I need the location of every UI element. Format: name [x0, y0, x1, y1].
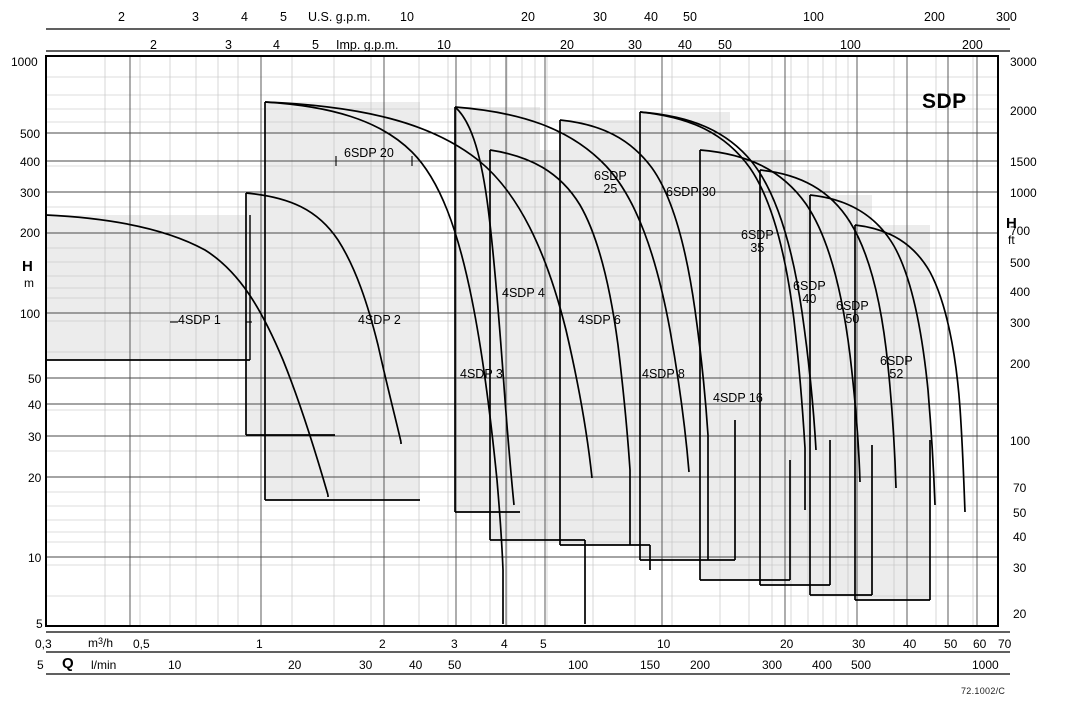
curve-label-4sdp-16: 4SDP 16 [713, 391, 763, 405]
right-axis-tick: 500 [1010, 256, 1031, 270]
top-axis-1-tick: 40 [644, 10, 658, 24]
bottom-axis-1-tick: 3 [451, 637, 458, 651]
top-axis-2-tick: 2 [150, 38, 157, 52]
right-axis-label: H [1006, 215, 1017, 232]
curve-label-4sdp-6: 4SDP 6 [578, 313, 621, 327]
left-axis-tick: 20 [28, 471, 42, 485]
curve-label-6sdp-40-line1: 6SDP [793, 279, 826, 293]
curve-label-6sdp-35-line2: 35 [750, 241, 765, 256]
right-axis-tick: 40 [1013, 530, 1027, 544]
curve-label-6sdp-50-line1: 6SDP [836, 299, 869, 313]
top-axis-2-tick: 30 [628, 38, 642, 52]
curve-label-4sdp-4: 4SDP 4 [502, 286, 545, 300]
right-axis-tick: 70 [1013, 481, 1027, 495]
top-axis-2-tick: 4 [273, 38, 280, 52]
right-axis-tick: 700 [1010, 224, 1031, 238]
curve-label-6sdp-35 [741, 229, 774, 255]
bottom-axis-1-tick: 20 [780, 637, 794, 651]
bottom-axis-1-tick: 1 [256, 637, 263, 651]
left-axis-tick: 200 [20, 226, 41, 240]
curve-label-6sdp-52-line2: 52 [889, 367, 904, 382]
left-axis-tick: 50 [28, 372, 42, 386]
right-axis-tick: 400 [1010, 285, 1031, 299]
top-axis-1-tick: 4 [241, 10, 248, 24]
top-axis-2-tick: 20 [560, 38, 574, 52]
bottom-axis-1-tick: 60 [973, 637, 987, 651]
right-axis-tick: 100 [1010, 434, 1031, 448]
left-axis-unit: m [24, 276, 34, 290]
top-axis-2-tick: 200 [962, 38, 983, 52]
left-axis-tick: 1000 [11, 55, 38, 69]
bottom-axis-2-tick: 500 [851, 658, 872, 672]
top-axis-1-tick: 300 [996, 10, 1017, 24]
curve-label-6sdp-25-line1: 6SDP [594, 169, 627, 183]
bottom-axis-2-tick: 50 [448, 658, 462, 672]
top-axis-2-tick: 100 [840, 38, 861, 52]
bottom-axis-2-tick: 10 [168, 658, 182, 672]
top-axis-1-tick: 100 [803, 10, 824, 24]
bottom-axis-2-unit: l/min [91, 658, 117, 672]
top-axis-1-tick: 30 [593, 10, 607, 24]
curve-label-6sdp-30: 6SDP 30 [666, 185, 716, 199]
bottom-axis-2-tick: 150 [640, 658, 661, 672]
bottom-axis-1-tick: 40 [903, 637, 917, 651]
right-axis-unit: ft [1008, 233, 1015, 247]
right-axis-tick: 2000 [1010, 104, 1037, 118]
curve-label-4sdp-3: 4SDP 3 [460, 367, 503, 381]
right-axis-tick: 50 [1013, 506, 1027, 520]
left-axis-label: H [22, 258, 33, 275]
bottom-axis-2-tick: 300 [762, 658, 783, 672]
left-axis-tick: 30 [28, 430, 42, 444]
left-axis-tick: 400 [20, 155, 41, 169]
top-axis-2-tick: 3 [225, 38, 232, 52]
right-axis-tick: 1500 [1010, 155, 1037, 169]
bottom-axis-2-tick: 400 [812, 658, 833, 672]
bottom-axis-2-tick: 100 [568, 658, 589, 672]
top-axis-1-tick: 3 [192, 10, 199, 24]
bottom-axis-2-label: Q [62, 655, 74, 672]
right-axis-tick: 20 [1013, 607, 1027, 621]
bottom-axis-1-tick: 0,3 [35, 637, 52, 651]
top-axis-1-label: U.S. g.p.m. [308, 10, 371, 24]
bottom-axis-1-tick: 70 [998, 637, 1012, 651]
right-axis-tick: 300 [1010, 316, 1031, 330]
left-axis-tick: 40 [28, 398, 42, 412]
right-axis-tick: 1000 [1010, 186, 1037, 200]
right-axis-tick: 3000 [1010, 55, 1037, 69]
top-axis-1-tick: 50 [683, 10, 697, 24]
top-axis-1-tick: 20 [521, 10, 535, 24]
bottom-axis-1-tick: 30 [852, 637, 866, 651]
curve-label-6sdp-35-line1: 6SDP [741, 228, 774, 242]
curve-label-4sdp-1: 4SDP 1 [178, 313, 221, 327]
top-axis-1-tick: 200 [924, 10, 945, 24]
top-axis-2-tick: 40 [678, 38, 692, 52]
curve-label-4sdp-2: 4SDP 2 [358, 313, 401, 327]
bottom-axis-2-tick: 1000 [972, 658, 999, 672]
curve-label-6sdp-40 [793, 280, 826, 306]
curve-label-4sdp-8: 4SDP 8 [642, 367, 685, 381]
bottom-axis-2-tick: 40 [409, 658, 423, 672]
left-axis-tick: 10 [28, 551, 42, 565]
curve-label-6sdp-50-line2: 50 [845, 312, 860, 327]
bottom-axis-2-tick: 30 [359, 658, 373, 672]
chart-title: SDP [922, 90, 967, 113]
top-axis-2-label: Imp. g.p.m. [336, 38, 399, 52]
bottom-axis-1-tick: 4 [501, 637, 508, 651]
bottom-axis-1-tick: 50 [944, 637, 958, 651]
bottom-axis-2-tick: 200 [690, 658, 711, 672]
top-axis-1-tick: 5 [280, 10, 287, 24]
bottom-axis-1-tick: 10 [657, 637, 671, 651]
top-axis-2-tick: 10 [437, 38, 451, 52]
bottom-axis-1-label: $m^3/h$ [88, 636, 114, 650]
right-axis-tick: 30 [1013, 561, 1027, 575]
left-axis-tick: 5 [36, 617, 43, 631]
curve-label-6sdp-25-line2: 25 [603, 182, 618, 197]
curve-label-6sdp-50 [836, 300, 869, 326]
bottom-axis-2-tick: 20 [288, 658, 302, 672]
left-axis-tick: 100 [20, 307, 41, 321]
document-code: 72.1002/C [961, 686, 1006, 696]
bottom-axis-1-tick: 2 [379, 637, 386, 651]
right-axis-tick: 200 [1010, 357, 1031, 371]
curve-label-6sdp-20: 6SDP 20 [344, 146, 394, 160]
bottom-axis-2-tick: 5 [37, 658, 44, 672]
top-axis-2-tick: 50 [718, 38, 732, 52]
bottom-axis-1-tick: 0,5 [133, 637, 150, 651]
top-axis-2-tick: 5 [312, 38, 319, 52]
curve-label-6sdp-52-line1: 6SDP [880, 354, 913, 368]
left-axis-tick: 500 [20, 127, 41, 141]
left-axis-tick: 300 [20, 186, 41, 200]
curve-label-6sdp-40-line2: 40 [802, 292, 817, 307]
top-axis-1-tick: 10 [400, 10, 414, 24]
top-axis-1-tick: 2 [118, 10, 125, 24]
curve-label-6sdp-25 [594, 170, 627, 196]
bottom-axis-1-tick: 5 [540, 637, 547, 651]
curve-label-6sdp-52 [880, 355, 913, 381]
